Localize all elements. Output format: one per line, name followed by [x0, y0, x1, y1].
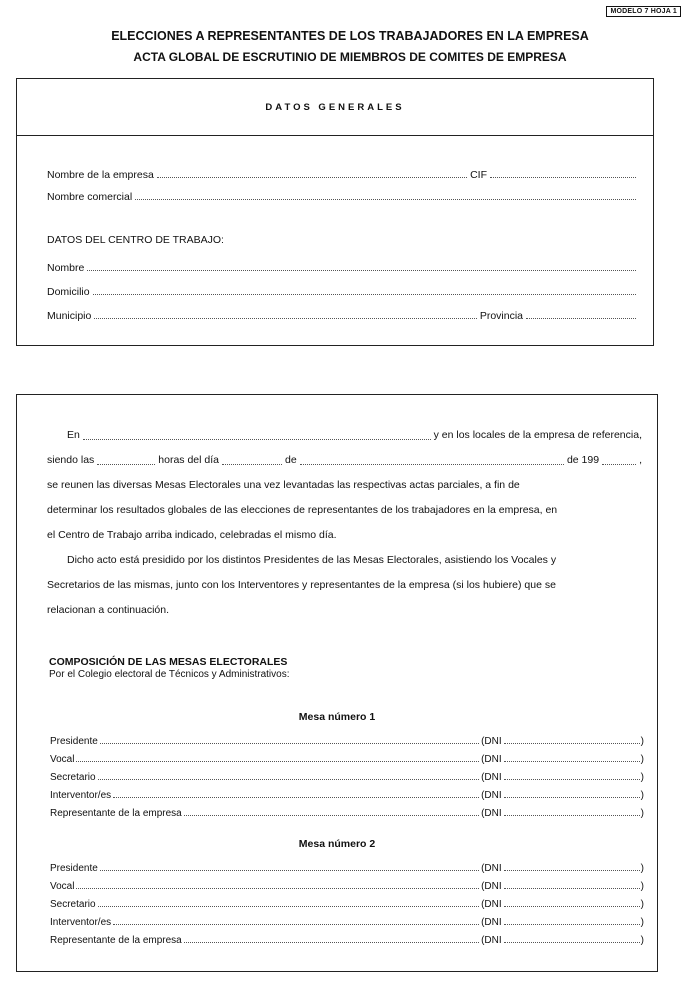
domicilio-row	[47, 284, 639, 298]
acta-text-6: Dicho acto está presidido por los distintos Presidentes de las Mesas Electorales, asistiendo los Vocales y	[67, 554, 557, 566]
name-field[interactable]	[113, 924, 479, 925]
dni-label: (DNI	[481, 772, 502, 783]
hora-field[interactable]	[97, 463, 155, 465]
dia-field[interactable]	[222, 463, 282, 465]
municipio-field[interactable]	[94, 317, 476, 319]
de199-label: de 199	[566, 454, 600, 466]
role-label: Vocal	[50, 754, 75, 765]
role-label: Representante de la empresa	[50, 808, 182, 819]
dni-close: )	[640, 772, 644, 783]
empresa-label: Nombre de la empresa	[47, 169, 154, 181]
dni-label: (DNI	[481, 754, 502, 765]
role-label: Interventor/es	[50, 790, 112, 801]
dni-close: )	[640, 808, 644, 819]
nombre-field[interactable]	[87, 269, 636, 271]
en-label: En	[67, 429, 80, 441]
datos-generales-section	[16, 78, 654, 346]
dni-label: (DNI	[481, 899, 502, 910]
mesa-1-title: Mesa número 1	[298, 711, 376, 723]
locales-text: y en los locales de la empresa de referencia,	[433, 429, 642, 441]
acta-text-3: se reunen las diversas Mesas Electorales una vez levantadas las respectivas actas parciales, a fin de	[47, 479, 520, 491]
dni-close: )	[640, 899, 644, 910]
role-label: Presidente	[50, 863, 98, 874]
form-subtitle: ACTA GLOBAL DE ESCRUTINIO DE MIEMBROS DE COMITES DE EMPRESA	[133, 50, 567, 64]
acta-line-5	[47, 523, 642, 548]
dni-close: )	[640, 935, 644, 946]
dni-field[interactable]	[504, 942, 640, 943]
nombre-label: Nombre	[47, 262, 85, 274]
name-field[interactable]	[98, 906, 480, 907]
comercial-label: Nombre comercial	[47, 191, 133, 203]
dni-field[interactable]	[504, 761, 640, 762]
acta-line-7	[47, 573, 642, 598]
name-field[interactable]	[76, 888, 479, 889]
acta-line-3	[47, 473, 642, 498]
role-label: Presidente	[50, 736, 98, 747]
dni-field[interactable]	[504, 870, 640, 871]
de-label: de	[285, 454, 297, 466]
role-label: Vocal	[50, 881, 75, 892]
domicilio-field[interactable]	[93, 293, 636, 295]
name-field[interactable]	[76, 761, 479, 762]
composicion-title: COMPOSICIÓN DE LAS MESAS ELECTORALES	[49, 656, 288, 668]
mesa-2-presidente-row	[50, 860, 644, 874]
acta-text-8: relacionan a continuación.	[47, 604, 170, 616]
name-field[interactable]	[100, 743, 479, 744]
mesa-2-vocal-row	[50, 878, 644, 892]
empresa-row	[47, 167, 639, 181]
lugar-field[interactable]	[83, 438, 431, 440]
provincia-label: Provincia	[479, 310, 523, 322]
comercial-row	[47, 189, 639, 203]
mesa-1-representante-row	[50, 805, 644, 819]
dni-close: )	[640, 863, 644, 874]
dni-field[interactable]	[504, 815, 640, 816]
mesa-1-interventor-row	[50, 787, 644, 801]
mesa-1-vocal-row	[50, 751, 644, 765]
mesa-2-representante-row	[50, 932, 644, 946]
acta-text-4: determinar los resultados globales de las elecciones de representantes de los trabajadores en la empresa, en	[47, 504, 558, 516]
domicilio-label: Domicilio	[47, 286, 90, 298]
mes-field[interactable]	[300, 463, 564, 465]
dni-close: )	[640, 736, 644, 747]
dni-label: (DNI	[481, 736, 502, 747]
dni-field[interactable]	[504, 888, 640, 889]
acta-text-5: el Centro de Trabajo arriba indicado, celebradas el mismo día.	[47, 529, 337, 541]
siendo-label: siendo las	[47, 454, 95, 466]
role-label: Secretario	[50, 899, 96, 910]
dni-label: (DNI	[481, 935, 502, 946]
cif-label: CIF	[470, 169, 487, 181]
acta-line-2	[47, 448, 642, 473]
acta-section	[16, 394, 658, 972]
dni-field[interactable]	[504, 797, 640, 798]
mesa-1-secretario-row	[50, 769, 644, 783]
dni-label: (DNI	[481, 917, 502, 928]
mesa-2-secretario-row	[50, 896, 644, 910]
municipio-row	[47, 308, 639, 322]
name-field[interactable]	[184, 815, 479, 816]
mesa-2-title: Mesa número 2	[298, 838, 376, 850]
name-field[interactable]	[184, 942, 479, 943]
mesa-2-interventor-row	[50, 914, 644, 928]
horas-label: horas del día	[158, 454, 219, 466]
anio-field[interactable]	[602, 463, 636, 465]
name-field[interactable]	[113, 797, 479, 798]
name-field[interactable]	[100, 870, 479, 871]
dni-label: (DNI	[481, 863, 502, 874]
name-field[interactable]	[98, 779, 480, 780]
dni-field[interactable]	[504, 906, 640, 907]
comercial-field[interactable]	[135, 198, 636, 200]
acta-paragraph	[47, 423, 642, 623]
datos-generales-header: DATOS GENERALES	[17, 79, 653, 136]
acta-line-1	[47, 423, 642, 448]
dni-label: (DNI	[481, 790, 502, 801]
acta-text-7: Secretarios de las mismas, junto con los Interventores y representantes de la empresa (si los hubiere) que se	[47, 579, 556, 591]
centro-heading: DATOS DEL CENTRO DE TRABAJO:	[47, 234, 224, 246]
municipio-label: Municipio	[47, 310, 92, 322]
acta-line-6	[47, 548, 642, 573]
role-label: Secretario	[50, 772, 96, 783]
dni-close: )	[640, 881, 644, 892]
composicion-subtitle: Por el Colegio electoral de Técnicos y Administrativos:	[49, 669, 290, 680]
dni-field[interactable]	[504, 779, 640, 780]
comma: ,	[639, 454, 642, 466]
empresa-field[interactable]	[157, 176, 467, 178]
dni-label: (DNI	[481, 808, 502, 819]
acta-line-8	[47, 598, 642, 623]
acta-line-4	[47, 498, 642, 523]
mesa-1-presidente-row	[50, 733, 644, 747]
cif-field[interactable]	[490, 176, 636, 178]
role-label: Representante de la empresa	[50, 935, 182, 946]
dni-close: )	[640, 790, 644, 801]
dni-field[interactable]	[504, 743, 640, 744]
role-label: Interventor/es	[50, 917, 112, 928]
dni-close: )	[640, 917, 644, 928]
form-title: ELECCIONES A REPRESENTANTES DE LOS TRABAJADORES EN LA EMPRESA	[111, 29, 589, 43]
nombre-row	[47, 260, 639, 274]
model-tag: MODELO 7 HOJA 1	[606, 6, 681, 17]
dni-close: )	[640, 754, 644, 765]
provincia-field[interactable]	[526, 317, 636, 319]
dni-field[interactable]	[504, 924, 640, 925]
dni-label: (DNI	[481, 881, 502, 892]
